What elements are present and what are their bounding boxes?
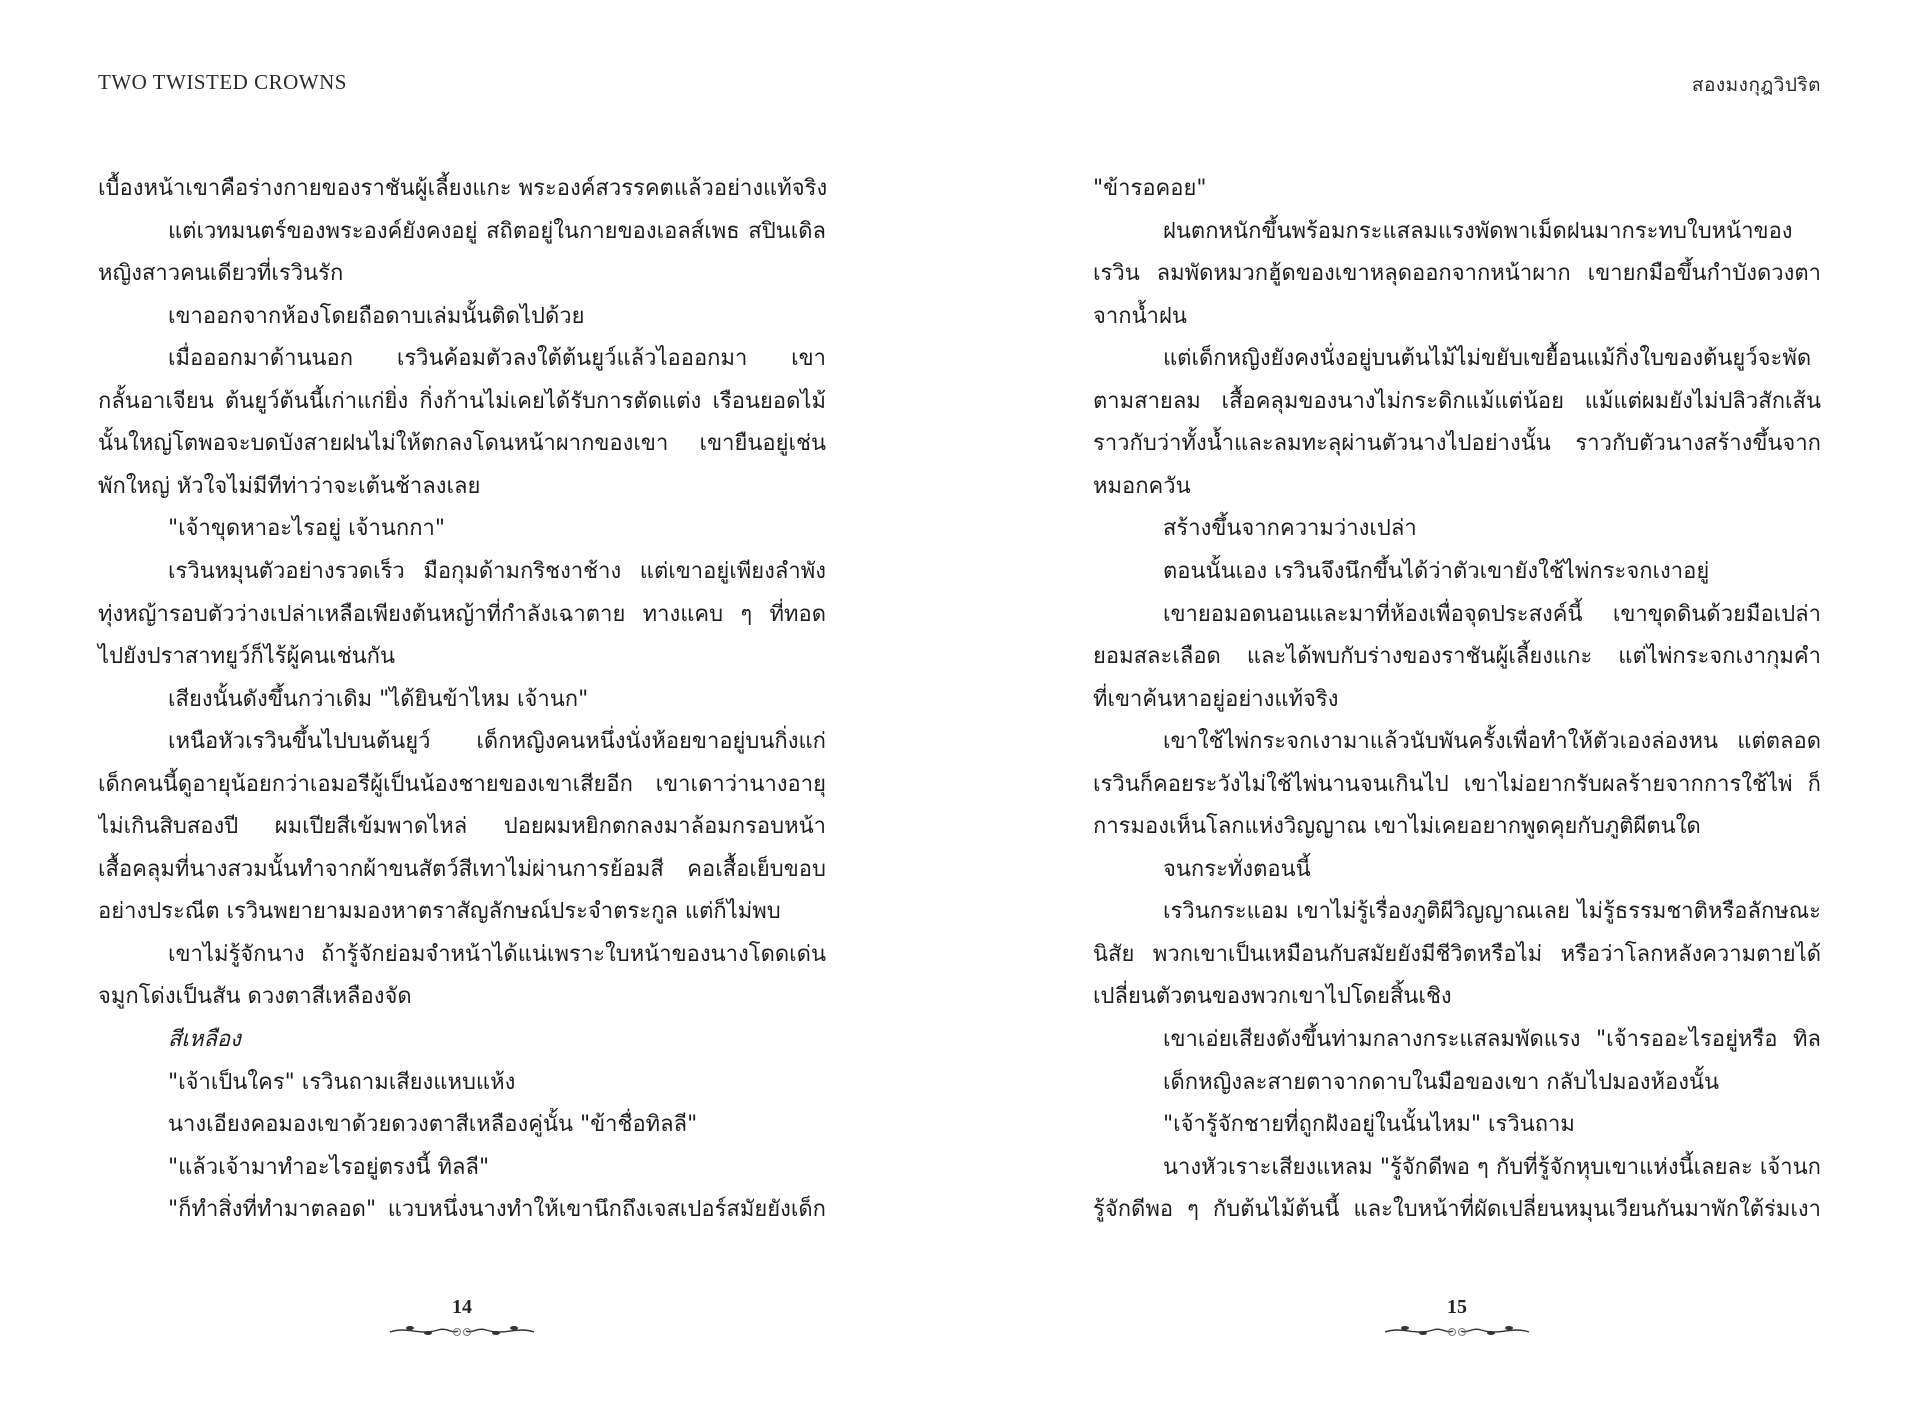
text-line: จมูกโด่งเป็นสัน ดวงตาสีเหลืองจัด bbox=[98, 984, 412, 1010]
text-line: จนกระทั่งตอนนี้ bbox=[1163, 856, 1311, 882]
text-line: สร้างขึ้นจากความว่างเปล่า bbox=[1163, 516, 1417, 542]
text-line: เสียงนั้นดังขึ้นกว่าเดิม "ได้ยินข้าไหม เจ้านก" bbox=[168, 686, 589, 712]
text-line: เขายอมอดนอนและมาที่ห้องเพื่อจุดประสงค์นี้ เขาขุดดินด้วยมือเปล่า bbox=[1163, 601, 1821, 627]
text-line: ทุ่งหญ้ารอบตัวว่างเปล่าเหลือเพียงต้นหญ้าที่กำลังเฉาตาย ทางแคบ ๆ ที่ทอด bbox=[98, 601, 826, 627]
running-head-book-title: TWO TWISTED CROWNS bbox=[98, 70, 347, 94]
text-line: เด็กคนนี้ดูอายุน้อยกว่าเอมอรีผู้เป็นน้องชายของเขาเสียอีก เขาเดาว่านางอายุ bbox=[98, 771, 826, 797]
text-line: เรวินกระแอม เขาไม่รู้เรื่องภูติผีวิญญาณเลย ไม่รู้ธรรมชาติหรือลักษณะ bbox=[1163, 899, 1821, 925]
text-line: เขาใช้ไพ่กระจกเงามาแล้วนับพันครั้งเพื่อทำให้ตัวเองล่องหน แต่ตลอด bbox=[1163, 729, 1821, 755]
text-line: ราวกับว่าทั้งน้ำและลมทะลุผ่านตัวนางไปอย่างนั้น ราวกับตัวนางสร้างขึ้นจาก bbox=[1093, 431, 1821, 457]
text-line: นั้นใหญ่โตพอจะบดบังสายฝนไม่ให้ตกลงโดนหน้าผากของเขา เขายืนอยู่เช่น bbox=[98, 431, 826, 457]
text-line: หมอกควัน bbox=[1093, 473, 1191, 499]
text-line: ไม่เกินสิบสองปี ผมเปียสีเข้มพาดไหล่ ปอยผมหยิกตกลงมาล้อมกรอบหน้า bbox=[98, 814, 826, 840]
text-line: "ก็ทำสิ่งที่ทำมาตลอด" แวบหนึ่งนางทำให้เขานึกถึงเจสเปอร์สมัยยังเด็ก bbox=[168, 1197, 826, 1223]
text-line: กลั้นอาเจียน ต้นยูว์ต้นนี้เก่าแก่ยิ่ง กิ่งก้านไม่เคยได้รับการตัดแต่ง เรือนยอดไม้ bbox=[98, 388, 826, 414]
text-line: เด็กหญิงละสายตาจากดาบในมือของเขา กลับไปมองห้องนั้น bbox=[1163, 1069, 1720, 1095]
text-line: ตอนนั้นเอง เรวินจึงนึกขึ้นได้ว่าตัวเขายังใช้ไพ่กระจกเงาอยู่ bbox=[1163, 558, 1710, 584]
text-line: แต่เวทมนตร์ของพระองค์ยังคงอยู่ สถิตอยู่ในกายของเอลส์เพธ สปินเดิล bbox=[168, 218, 826, 244]
text-line: ยอมสละเลือด และได้พบกับร่างของราชันผู้เลี้ยงแกะ แต่ไพ่กระจกเงากุมคำ bbox=[1093, 644, 1821, 670]
text-line: "แล้วเจ้ามาทำอะไรอยู่ตรงนี้ ทิลลี" bbox=[168, 1154, 490, 1180]
text-line: เบื้องหน้าเขาคือร่างกายของราชันผู้เลี้ยงแกะ พระองค์สวรรคตแล้วอย่างแท้จริง bbox=[98, 176, 828, 201]
text-line: เรวินก็คอยระวังไม่ใช้ไพ่นานจนเกินไป เขาไม่อยากรับผลร้ายจากการใช้ไพ่ ก็ bbox=[1093, 771, 1821, 797]
floral-ornament-icon bbox=[388, 1322, 536, 1338]
text-line: ฝนตกหนักขึ้นพร้อมกระแสลมแรงพัดพาเม็ดฝนมากระทบใบหน้าของ bbox=[1163, 218, 1793, 244]
text-line: แต่เด็กหญิงยังคงนั่งอยู่บนต้นไม้ไม่ขยับเขยื้อนแม้กิ่งใบของต้นยูว์จะพัด bbox=[1163, 346, 1812, 372]
text-line: สีเหลือง bbox=[168, 1027, 241, 1052]
text-line: เขาเอ่ยเสียงดังขึ้นท่ามกลางกระแสลมพัดแรง "เจ้ารออะไรอยู่หรือ ทิล bbox=[1163, 1027, 1821, 1052]
text-line: อย่างประณีต เรวินพยายามมองหาตราสัญลักษณ์ประจำตระกูล แต่ก็ไม่พบ bbox=[98, 899, 781, 925]
text-line: "เจ้าขุดหาอะไรอยู่ เจ้านกกา" bbox=[168, 516, 445, 542]
page-number: 14 bbox=[452, 1296, 472, 1318]
text-line: นิสัย พวกเขาเป็นเหมือนกับสมัยยังมีชีวิตหรือไม่ หรือว่าโลกหลังความตายได้ bbox=[1093, 941, 1821, 967]
text-line: เรวินหมุนตัวอย่างรวดเร็ว มือกุมด้ามกริชงาช้าง แต่เขาอยู่เพียงลำพัง bbox=[168, 558, 826, 584]
running-head-thai-title: สองมงกุฎวิปริต bbox=[1691, 74, 1821, 96]
text-line: เสื้อคลุมที่นางสวมนั้นทำจากผ้าขนสัตว์สีเทาไม่ผ่านการย้อมสี คอเสื้อเย็บขอบ bbox=[98, 856, 826, 882]
page-number: 15 bbox=[1447, 1296, 1467, 1318]
text-line: เหนือหัวเรวินขึ้นไปบนต้นยูว์ เด็กหญิงคนหนึ่งนั่งห้อยขาอยู่บนกิ่งแก่ bbox=[168, 729, 826, 755]
text-line: "ข้ารอคอย" bbox=[1093, 176, 1207, 201]
text-line: ตามสายลม เสื้อคลุมของนางไม่กระดิกแม้แต่น้อย แม้แต่ผมยังไม่ปลิวสักเส้น bbox=[1093, 388, 1821, 414]
text-line: "เจ้ารู้จักชายที่ถูกฝังอยู่ในนั้นไหม" เรวินถาม bbox=[1163, 1112, 1575, 1138]
text-line: "เจ้าเป็นใคร" เรวินถามเสียงแหบแห้ง bbox=[168, 1069, 516, 1095]
floral-ornament-icon bbox=[1383, 1322, 1531, 1338]
text-line: นางเอียงคอมองเขาด้วยดวงตาสีเหลืองคู่นั้น "ข้าชื่อทิลลี" bbox=[168, 1112, 698, 1138]
text-line: นางหัวเราะเสียงแหลม "รู้จักดีพอ ๆ กับที่รู้จักหุบเขาแห่งนี้เลยละ เจ้านก bbox=[1163, 1154, 1821, 1180]
text-line: การมองเห็นโลกแห่งวิญญาณ เขาไม่เคยอยากพูดคุยกับภูติผีตนใด bbox=[1093, 814, 1701, 840]
text-line: ไปยังปราสาทยูว์ก็ไร้ผู้คนเช่นกัน bbox=[98, 644, 396, 670]
text-line: เรวิน ลมพัดหมวกฮู้ดของเขาหลุดออกจากหน้าผาก เขายกมือขึ้นกำบังดวงตา bbox=[1093, 261, 1821, 287]
text-line: จากน้ำฝน bbox=[1093, 303, 1187, 329]
text-line: หญิงสาวคนเดียวที่เรวินรัก bbox=[98, 261, 344, 287]
text-line: ที่เขาค้นหาอยู่อย่างแท้จริง bbox=[1093, 686, 1339, 712]
right-page bbox=[960, 0, 1920, 1413]
text-line: พักใหญ่ หัวใจไม่มีทีท่าว่าจะเต้นช้าลงเลย bbox=[98, 473, 481, 499]
text-line: เปลี่ยนตัวตนของพวกเขาไปโดยสิ้นเชิง bbox=[1093, 984, 1452, 1010]
text-line: เมื่อออกมาด้านนอก เรวินค้อมตัวลงใต้ต้นยูว์แล้วไอออกมา เขา bbox=[168, 346, 826, 372]
text-line: เขาไม่รู้จักนาง ถ้ารู้จักย่อมจำหน้าได้แน่เพราะใบหน้าของนางโดดเด่น bbox=[168, 941, 826, 967]
text-line: รู้จักดีพอ ๆ กับต้นไม้ต้นนี้ และใบหน้าที่ผัดเปลี่ยนหมุนเวียนกันมาพักใต้ร่มเงา bbox=[1093, 1197, 1821, 1223]
text-line: เขาออกจากห้องโดยถือดาบเล่มนั้นติดไปด้วย bbox=[168, 303, 585, 329]
